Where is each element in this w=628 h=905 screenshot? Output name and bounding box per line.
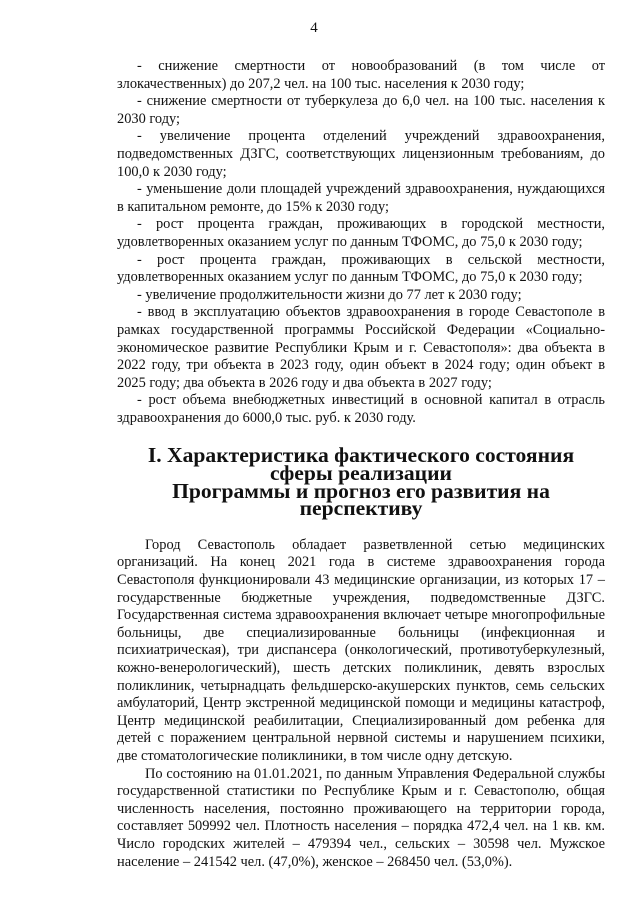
target-item: - уменьшение доли площадей учреждений здравоохранения, нуждающихся в капитальном ремонте, до 15% к 2030 году; [117,181,605,215]
target-indicators-list [117,58,605,427]
target-item: - рост процента граждан, проживающих в сельской местности, удовлетворенных оказанием услуг по данным ТФОМС, до 75,0 к 2030 году; [117,251,605,286]
page-number: 4 [310,20,318,36]
target-item: - рост объема внебюджетных инвестиций в основной капитал в отрасль здравоохранения до 6000,0 тыс. руб. к 2030 году. [117,392,605,426]
body-paragraph: По состоянию на 01.01.2021, по данным Управления Федеральной службы государственной статистики по Республике Крым и г. Севастополю, общая численность населения, постоянно проживающего на территории города, составляет 509992 чел. Плотность населения – порядка 472,4 чел. на 1 кв. км. Число городских жителей – 479394 чел., сельских – 30598 чел. Мужское население – 241542 чел. (47,0%), женское – 268450 чел. (53,0%). [117,765,605,870]
target-item: - увеличение продолжительности жизни до 77 лет к 2030 году; [137,286,522,303]
section-heading [117,443,605,521]
target-item: - ввод в эксплуатацию объектов здравоохранения в городе Севастополе в рамках государственной программы Российской Федерации «Социально-экономическое развитие Республики Крым и г. Севастополя»: два объекта в 2022 году, три объекта в 2023 году, один объект в 2024 году; один объект в 2025 году; два объекта в 2026 году и два объекта в 2027 году; [117,304,605,391]
target-item: - снижение смертности от туберкулеза до 6,0 чел. на 100 тыс. населения к 2030 году; [117,93,605,127]
page-body [117,58,605,871]
section-heading-line: I. Характеристика фактического состояния сферы реализации [147,443,575,486]
target-item: - увеличение процента отделений учреждений здравоохранения, подведомственных ДЗГС, соответствующих лицензионным требованиям, до 100,0 к 2030 году; [117,128,605,180]
body-paragraph: Город Севастополь обладает разветвленной сетью медицинских организаций. На конец 2021 года в системе здравоохранения города Севастополя функционировали 43 медицинские организации, из которых 17 – государственные бюджетные учреждения, подведомственные ДЗГС. Государственная система здравоохранения включает четыре многопрофильные больницы, две специализированные больницы (инфекционная и психиатрическая), три диспансера (онкологический, противотуберкулезный, кожно-венерологический), шесть детских поликлиник, девять взрослых поликлиник, четырнадцать фельдшерско-акушерских пунктов, семь сельских амбулаторий, Центр экстренной медицинской помощи и медицины катастроф, Центр медицинской реабилитации, Специализированный дом ребенка для детей с поражением центральной нервной системы и нарушением психики, две стоматологические поликлиники, в том числе одну детскую. [117,536,605,764]
section-heading-line: Программы и прогноз его развития на перспективу [172,478,550,521]
target-item: - снижение смертности от новообразований (в том числе от злокачественных) до 207,2 чел. на 100 тыс. населения к 2030 году; [117,58,605,92]
target-item: - рост процента граждан, проживающих в городской местности, удовлетворенных оказанием услуг по данным ТФОМС, до 75,0 к 2030 году; [117,216,605,250]
